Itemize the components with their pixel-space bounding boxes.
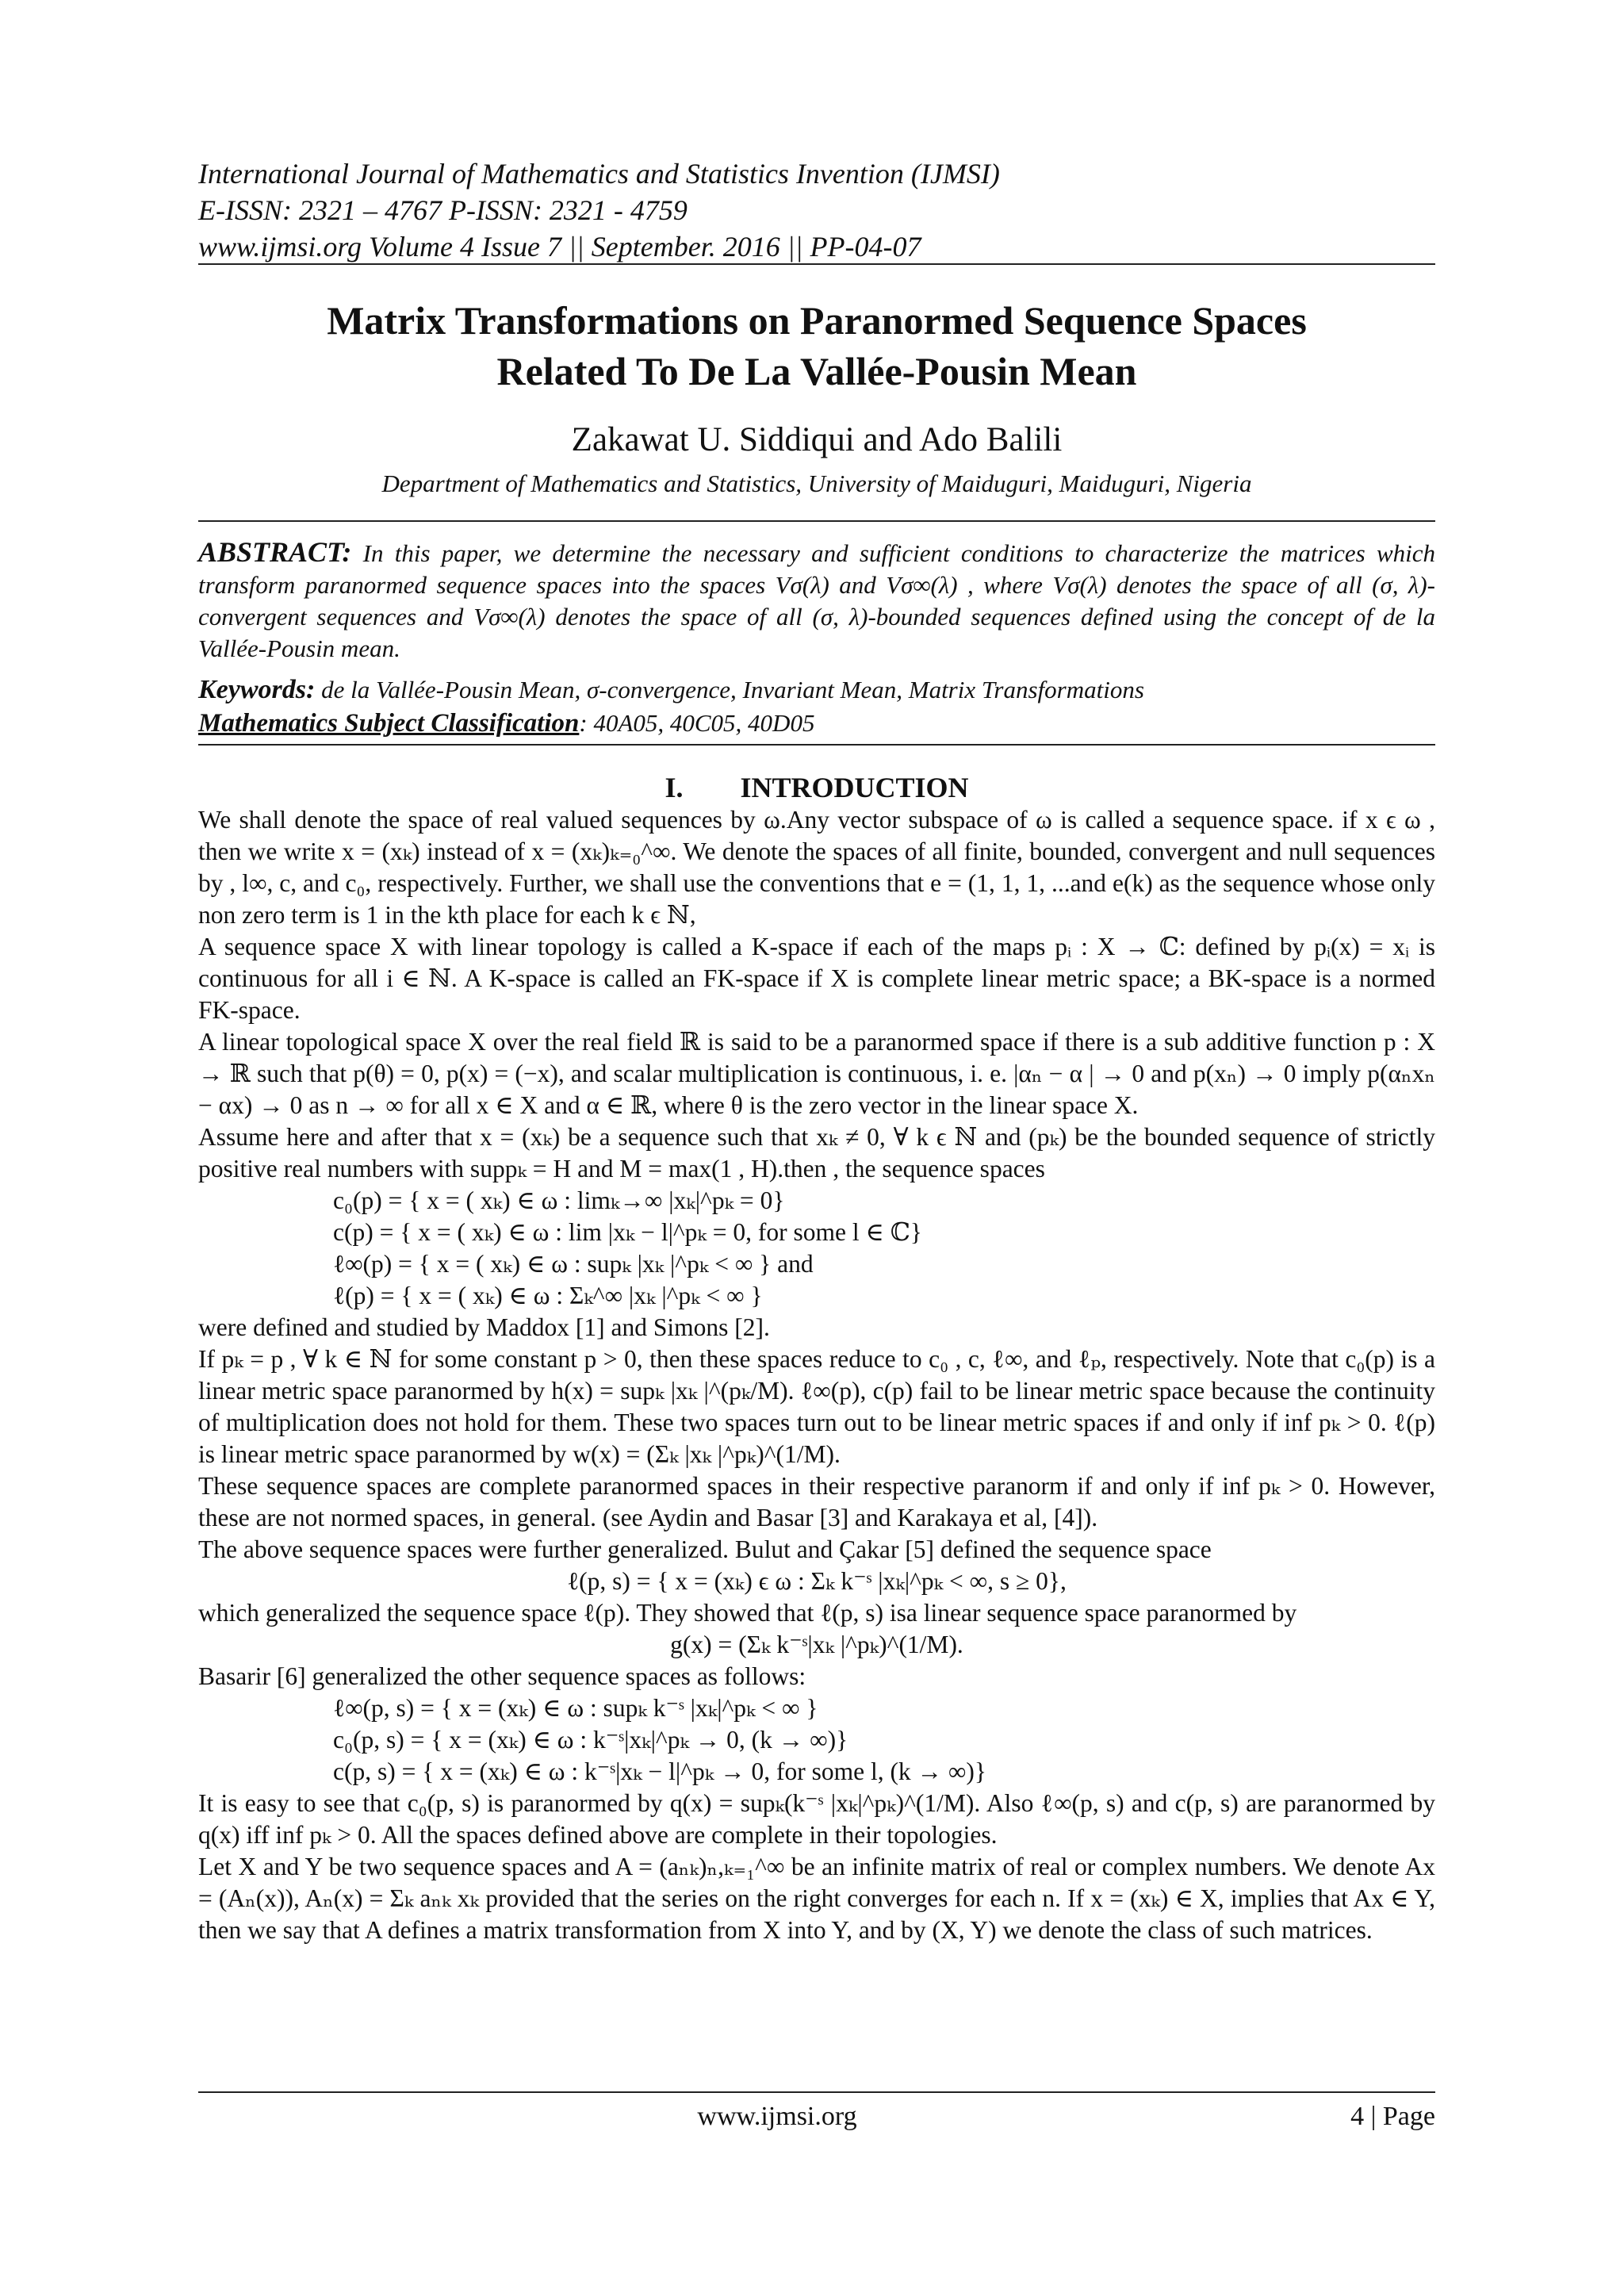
- section-heading: [198, 769, 1435, 806]
- equation: g(x) = (Σₖ k⁻ˢ|xₖ |^pₖ)^(1/M).: [670, 1631, 963, 1658]
- footer-url: www.ijmsi.org: [697, 2102, 857, 2131]
- abstract-bottom-divider: [198, 744, 1435, 746]
- affiliation: Department of Mathematics and Statistics, University of Maiduguri, Maiduguri, Nigeria: [381, 470, 1252, 497]
- paragraph: A linear topological space X over the real field ℝ is said to be a paranormed space if there is a sub additive function p : X → ℝ such that p(θ) = 0, p(x) = (−x), and scalar multiplication is continuous, i. e. |αₙ − α | → 0 and p(xₙ) → 0 imply p(αₙxₙ − αx) → 0 as n → ∞ for all x ∈ X and α ∈ ℝ, where θ is the zero vector in the linear space X.: [198, 1028, 1435, 1119]
- paragraph: It is easy to see that c₀(p, s) is paranormed by q(x) = supₖ(k⁻ˢ |xₖ|^pₖ)^(1/M). Also ℓ∞(p, s) and c(p, s) are paranormed by q(x) iff inf pₖ > 0. All the spaces defined above are complete in their topologies.: [198, 1789, 1435, 1849]
- keywords-label: Keywords:: [198, 675, 316, 704]
- paragraph: We shall denote the space of real valued sequences by ω.Any vector subspace of ω is called a sequence space. if x ϵ ω , then we write x = (xₖ) instead of x = (xₖ)ₖ₌₀^∞. We denote the spaces of all finite, bounded, convergent and null sequences by , l∞, c, and c₀, respectively. Further, we shall use the conventions that e = (1, 1, 1, ...and e(k) as the sequence whose only non zero term is 1 in the kth place for each k ϵ ℕ,: [198, 806, 1435, 929]
- msc-text: : 40A05, 40C05, 40D05: [579, 709, 815, 737]
- section-number: I.: [665, 772, 684, 803]
- keywords-text: de la Vallée-Pousin Mean, σ-convergence, Invariant Mean, Matrix Transformations: [321, 676, 1144, 703]
- paragraph: These sequence spaces are complete paranormed spaces in their respective paranorm if and only if inf pₖ > 0. However, these are not normed spaces, in general. (see Aydin and Basar [3] and Karakaya et al, [4]).: [198, 1472, 1435, 1531]
- paragraph: The above sequence spaces were further generalized. Bulut and Çakar [5] defined the sequence space: [198, 1535, 1212, 1563]
- equation: c(p, s) = { x = (xₖ) ∈ ω : k⁻ˢ|xₖ − l|^pₖ → 0, for some l, (k → ∞)}: [333, 1757, 986, 1785]
- journal-name: International Journal of Mathematics and Statistics Invention (IJMSI): [198, 158, 1000, 190]
- page-number: 4 | Page: [1350, 2102, 1435, 2131]
- msc-label: Mathematics Subject Classification: [198, 709, 580, 738]
- title-line-1: Matrix Transformations on Paranormed Sequence Spaces: [327, 298, 1307, 343]
- footer-divider: [198, 2091, 1435, 2093]
- issn-line: E-ISSN: 2321 – 4767 P-ISSN: 2321 - 4759: [198, 194, 688, 226]
- title-line-2: Related To De La Vallée-Pousin Mean: [496, 349, 1137, 393]
- paragraph: Basarir [6] generalized the other sequence spaces as follows:: [198, 1662, 806, 1690]
- equation: ℓ(p) = { x = ( xₖ) ∈ ω : Σₖ^∞ |xₖ |^pₖ < ∞ }: [333, 1282, 763, 1309]
- equation: ℓ∞(p) = { x = ( xₖ) ∈ ω : supₖ |xₖ |^pₖ < ∞ } and: [333, 1250, 814, 1278]
- equation: ℓ(p, s) = { x = (xₖ) ϵ ω : Σₖ k⁻ˢ |xₖ|^pₖ < ∞, s ≥ 0},: [567, 1567, 1067, 1595]
- equation: c₀(p, s) = { x = (xₖ) ∈ ω : k⁻ˢ|xₖ|^pₖ → 0, (k → ∞)}: [333, 1726, 848, 1754]
- abstract-text: In this paper, we determine the necessary and sufficient conditions to characterize the matrices which transform paranormed sequence spaces into the spaces Vσ(λ) and Vσ∞(λ) , where Vσ(λ) denotes the space of all (σ, λ)-convergent sequences and Vσ∞(λ) denotes the space of all (σ, λ)-bounded sequences defined using the concept of de la Vallée-Pousin mean.: [198, 539, 1435, 662]
- equation: c₀(p) = { x = ( xₖ) ∈ ω : limₖ→∞ |xₖ|^pₖ = 0}: [333, 1186, 785, 1214]
- paragraph: were defined and studied by Maddox [1] and Simons [2].: [198, 1313, 770, 1341]
- paragraph: If pₖ = p , ∀ k ∈ ℕ for some constant p > 0, then these spaces reduce to c₀ , c, ℓ∞, and ℓₚ, respectively. Note that c₀(p) is a linear metric space paranormed by h(x) = supₖ |xₖ |^(pₖ/M). ℓ∞(p), c(p) fail to be linear metric space because the continuity of multiplication does not hold for them. These two spaces turn out to be linear metric spaces if and only if inf pₖ > 0. ℓ(p) is linear metric space paranormed by w(x) = (Σₖ |xₖ |^pₖ)^(1/M).: [198, 1345, 1435, 1468]
- header-divider: [198, 263, 1435, 265]
- abstract-label: ABSTRACT:: [198, 536, 352, 568]
- paragraph: Let X and Y be two sequence spaces and A = (aₙₖ)ₙ,ₖ₌₁^∞ be an infinite matrix of real or complex numbers. We denote Ax = (Aₙ(x)), Aₙ(x) = Σₖ aₙₖ xₖ provided that the series on the right converges for each n. If x = (xₖ) ∈ X, implies that Ax ∈ Y, then we say that A defines a matrix transformation from X into Y, and by (X, Y) we denote the class of such matrices.: [198, 1853, 1435, 1944]
- paragraph: which generalized the sequence space ℓ(p). They showed that ℓ(p, s) isa linear sequence space paranormed by: [198, 1599, 1297, 1627]
- equation: c(p) = { x = ( xₖ) ∈ ω : lim |xₖ − l|^pₖ = 0, for some l ∈ ℂ}: [333, 1218, 922, 1246]
- equation: ℓ∞(p, s) = { x = (xₖ) ∈ ω : supₖ k⁻ˢ |xₖ|^pₖ < ∞ }: [333, 1694, 818, 1722]
- paper-title: [198, 295, 1435, 397]
- keywords: [198, 674, 1435, 706]
- abstract-top-divider: [198, 520, 1435, 522]
- paragraph: A sequence space X with linear topology is called a K-space if each of the maps pᵢ : X → ℂ: defined by pᵢ(x) = xᵢ is continuous for all i ∈ ℕ. A K-space is called an FK-space if X is complete linear metric space; a BK-space is a normed FK-space.: [198, 933, 1435, 1024]
- section-title: INTRODUCTION: [740, 772, 969, 803]
- body-text: [198, 804, 1435, 1946]
- journal-header: [198, 155, 1435, 265]
- subject-classification: [198, 707, 1435, 739]
- volume-line: www.ijmsi.org Volume 4 Issue 7 || September. 2016 || PP-04-07: [198, 231, 921, 263]
- paragraph: Assume here and after that x = (xₖ) be a sequence such that xₖ ≠ 0, ∀ k ϵ ℕ and (pₖ) be the bounded sequence of strictly positive real numbers with suppₖ = H and M = max(1 , H).then , the sequence spaces: [198, 1123, 1435, 1182]
- authors: Zakawat U. Siddiqui and Ado Balili: [571, 421, 1063, 458]
- abstract: [198, 536, 1435, 665]
